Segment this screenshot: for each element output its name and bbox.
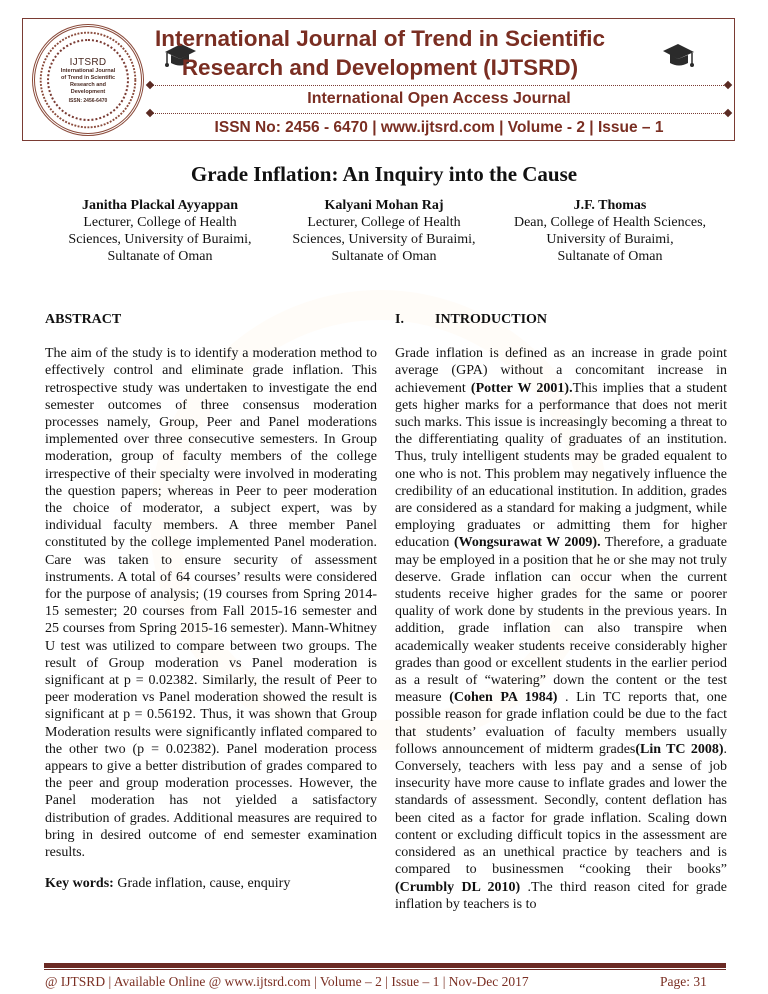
section-title: INTRODUCTION [435, 312, 548, 327]
footer-publication-info: @ IJTSRD | Available Online @ www.ijtsrd.com | Volume – 2 | Issue – 1 | Nov-Dec 2017 [45, 974, 529, 989]
header-divider-2 [150, 113, 728, 114]
logo-text-4: Development [70, 88, 106, 95]
footer-divider-thin [44, 969, 726, 970]
abstract-heading: ABSTRACT [45, 312, 122, 327]
intro-text: Grade inflation is defined as an increase in grade point average (GPA) without a concomitant increase in achievement [395, 346, 727, 396]
paper-title: Grade Inflation: An Inquiry into the Cause [190, 162, 578, 186]
author-block-1 [40, 197, 280, 265]
logo-abbrev: IJTSRD [69, 56, 107, 68]
footer-divider [44, 963, 726, 968]
author-name: J.F. Thomas [573, 198, 647, 213]
logo-inner [47, 39, 129, 121]
author-affiliation: Sultanate of Oman [107, 249, 213, 264]
keywords-line [45, 875, 377, 892]
keywords-label: Key words: [45, 876, 114, 892]
logo-issn: ISSN: 2456-6470 [68, 97, 108, 104]
introduction-heading [395, 311, 727, 328]
graduation-cap-icon [662, 40, 696, 70]
citation: (Potter W 2001). [470, 380, 573, 396]
citation: (Cohen PA 1984) [449, 690, 558, 706]
citation: (Wongsurawat W 2009). [453, 535, 601, 551]
abstract-body: The aim of the study is to identify a moderation method to effectively control and eliminate grade inflation. This retrospective study was undertaken to investigate the end semester outcomes of three consensus moderation processes namely, Group, Peer and Panel moderations implemented over three consecutive semesters. In Group moderation, group of faculty members of the college irrespective of their specialty were involved in moderating the question papers; whereas in Peer to peer moderation the choice of moderator, a subject expert, was by individual faculty members. A three member Panel constituted by the college implemented Panel moderation. Care was taken to ensure security of assessment instruments. A total of 64 courses’ results were considered for the purpose of analysis; (19 courses from Spring 2014-15 semester; 20 courses from Fall 2015-16 semester and 25 courses from Spring 2015-16 semester). Mann-Whitney U test was utilized to compare between two groups. The result of Group moderation vs Panel moderation is significant at p = 0.02382. Similarly, the result of Peer to peer moderation vs Panel moderation showed the result is significant at p = 0.56192. Thus, it was shown that Group Moderation results were significantly inflated compared to the other two (p = 0.02382). Panel moderation process appears to give a better distribution of grades compared to the peer and group moderation processes. However, the Panel moderation has not yielded a satisfactory distribution of grades. Additional measures are required to bring in desired outcome of end semester examination results. [45, 346, 377, 861]
footer-page-number: Page: 31 [660, 974, 707, 989]
abstract-column [45, 311, 377, 893]
author-affiliation: Lecturer, College of Health [307, 215, 461, 230]
author-affiliation: University of Buraimi, [546, 232, 674, 247]
author-name: Kalyani Mohan Raj [324, 198, 444, 213]
author-name: Janitha Plackal Ayyappan [81, 198, 239, 213]
author-affiliation: Sciences, University of Buraimi, [68, 232, 252, 247]
author-affiliation: Sciences, University of Buraimi, [292, 232, 476, 247]
issn-volume-line: ISSN No: 2456 - 6470 | www.ijtsrd.com | Volume - 2 | Issue – 1 [214, 119, 664, 136]
author-affiliation: Sultanate of Oman [557, 249, 663, 264]
intro-text: . Lin TC reports that, one possible reason for grade inflation could be due to the fact that students’ evaluation of faculty members usually follows announcement of midterm grades [395, 690, 727, 757]
journal-title [150, 24, 610, 82]
author-affiliation: Dean, College of Health Sciences, [513, 215, 707, 230]
citation: (Lin TC 2008) [635, 741, 724, 757]
citation: (Crumbly DL 2010) [395, 879, 521, 895]
intro-text: This implies that a student gets higher marks for a performance that does not merit such marks. This issue is increasingly becoming a threat to the differentiating quality of graduates of an institution. Thus, truly intelligent students may be graded equalent to one who is not. This problem may negatively influence the credibility of an educational institution. In addition, grades are considered as a standard for making a judgment, while employing graduates or admitting them for higher education [395, 380, 727, 551]
introduction-body [395, 345, 727, 913]
keywords-value: Grade inflation, cause, enquiry [113, 876, 291, 892]
logo-text-2: of Trend in Scientific [60, 74, 116, 81]
author-block-2 [264, 197, 504, 265]
logo-text-1: International Journal [60, 67, 116, 74]
intro-text: .The third reason cited for grade inflation by teachers is to [395, 879, 727, 912]
section-number: I. [395, 312, 404, 327]
open-access-label: International Open Access Journal [307, 90, 571, 107]
author-affiliation: Sultanate of Oman [331, 249, 437, 264]
intro-text: . Conversely, teachers with less pay and a sense of job insecurity have more cause to inflate grades and lower the standards of assessment. Secondly, content deflation has been cited as a factor for grade inflation. Scaling down content or excluding difficult topics in the assessment are considered as an unethical practice by teachers and is compared to businessmen “cooking their books” [395, 741, 727, 878]
introduction-column [395, 311, 727, 913]
author-affiliation: Lecturer, College of Health [83, 215, 237, 230]
journal-title-line2: Research and Development (IJTSRD) [181, 55, 579, 80]
logo-text-3: Research and [69, 81, 107, 88]
header-divider-1 [150, 85, 728, 86]
journal-title-line1: International Journal of Trend in Scientific [154, 26, 606, 51]
author-block-3 [490, 197, 730, 265]
journal-logo-seal [32, 24, 144, 136]
intro-text: Therefore, a graduate may be employed in a position that he or she may not truly deserve. Grade inflation can occur when the current students receive higher grades for the same or poorer quality of work done by students in the previous years. In addition, grade inflation can also transpire when academically weaker students receive considerably higher grades than good or excellent students in the earlier period as a result of “watering” down the content or the test measure [395, 535, 727, 706]
